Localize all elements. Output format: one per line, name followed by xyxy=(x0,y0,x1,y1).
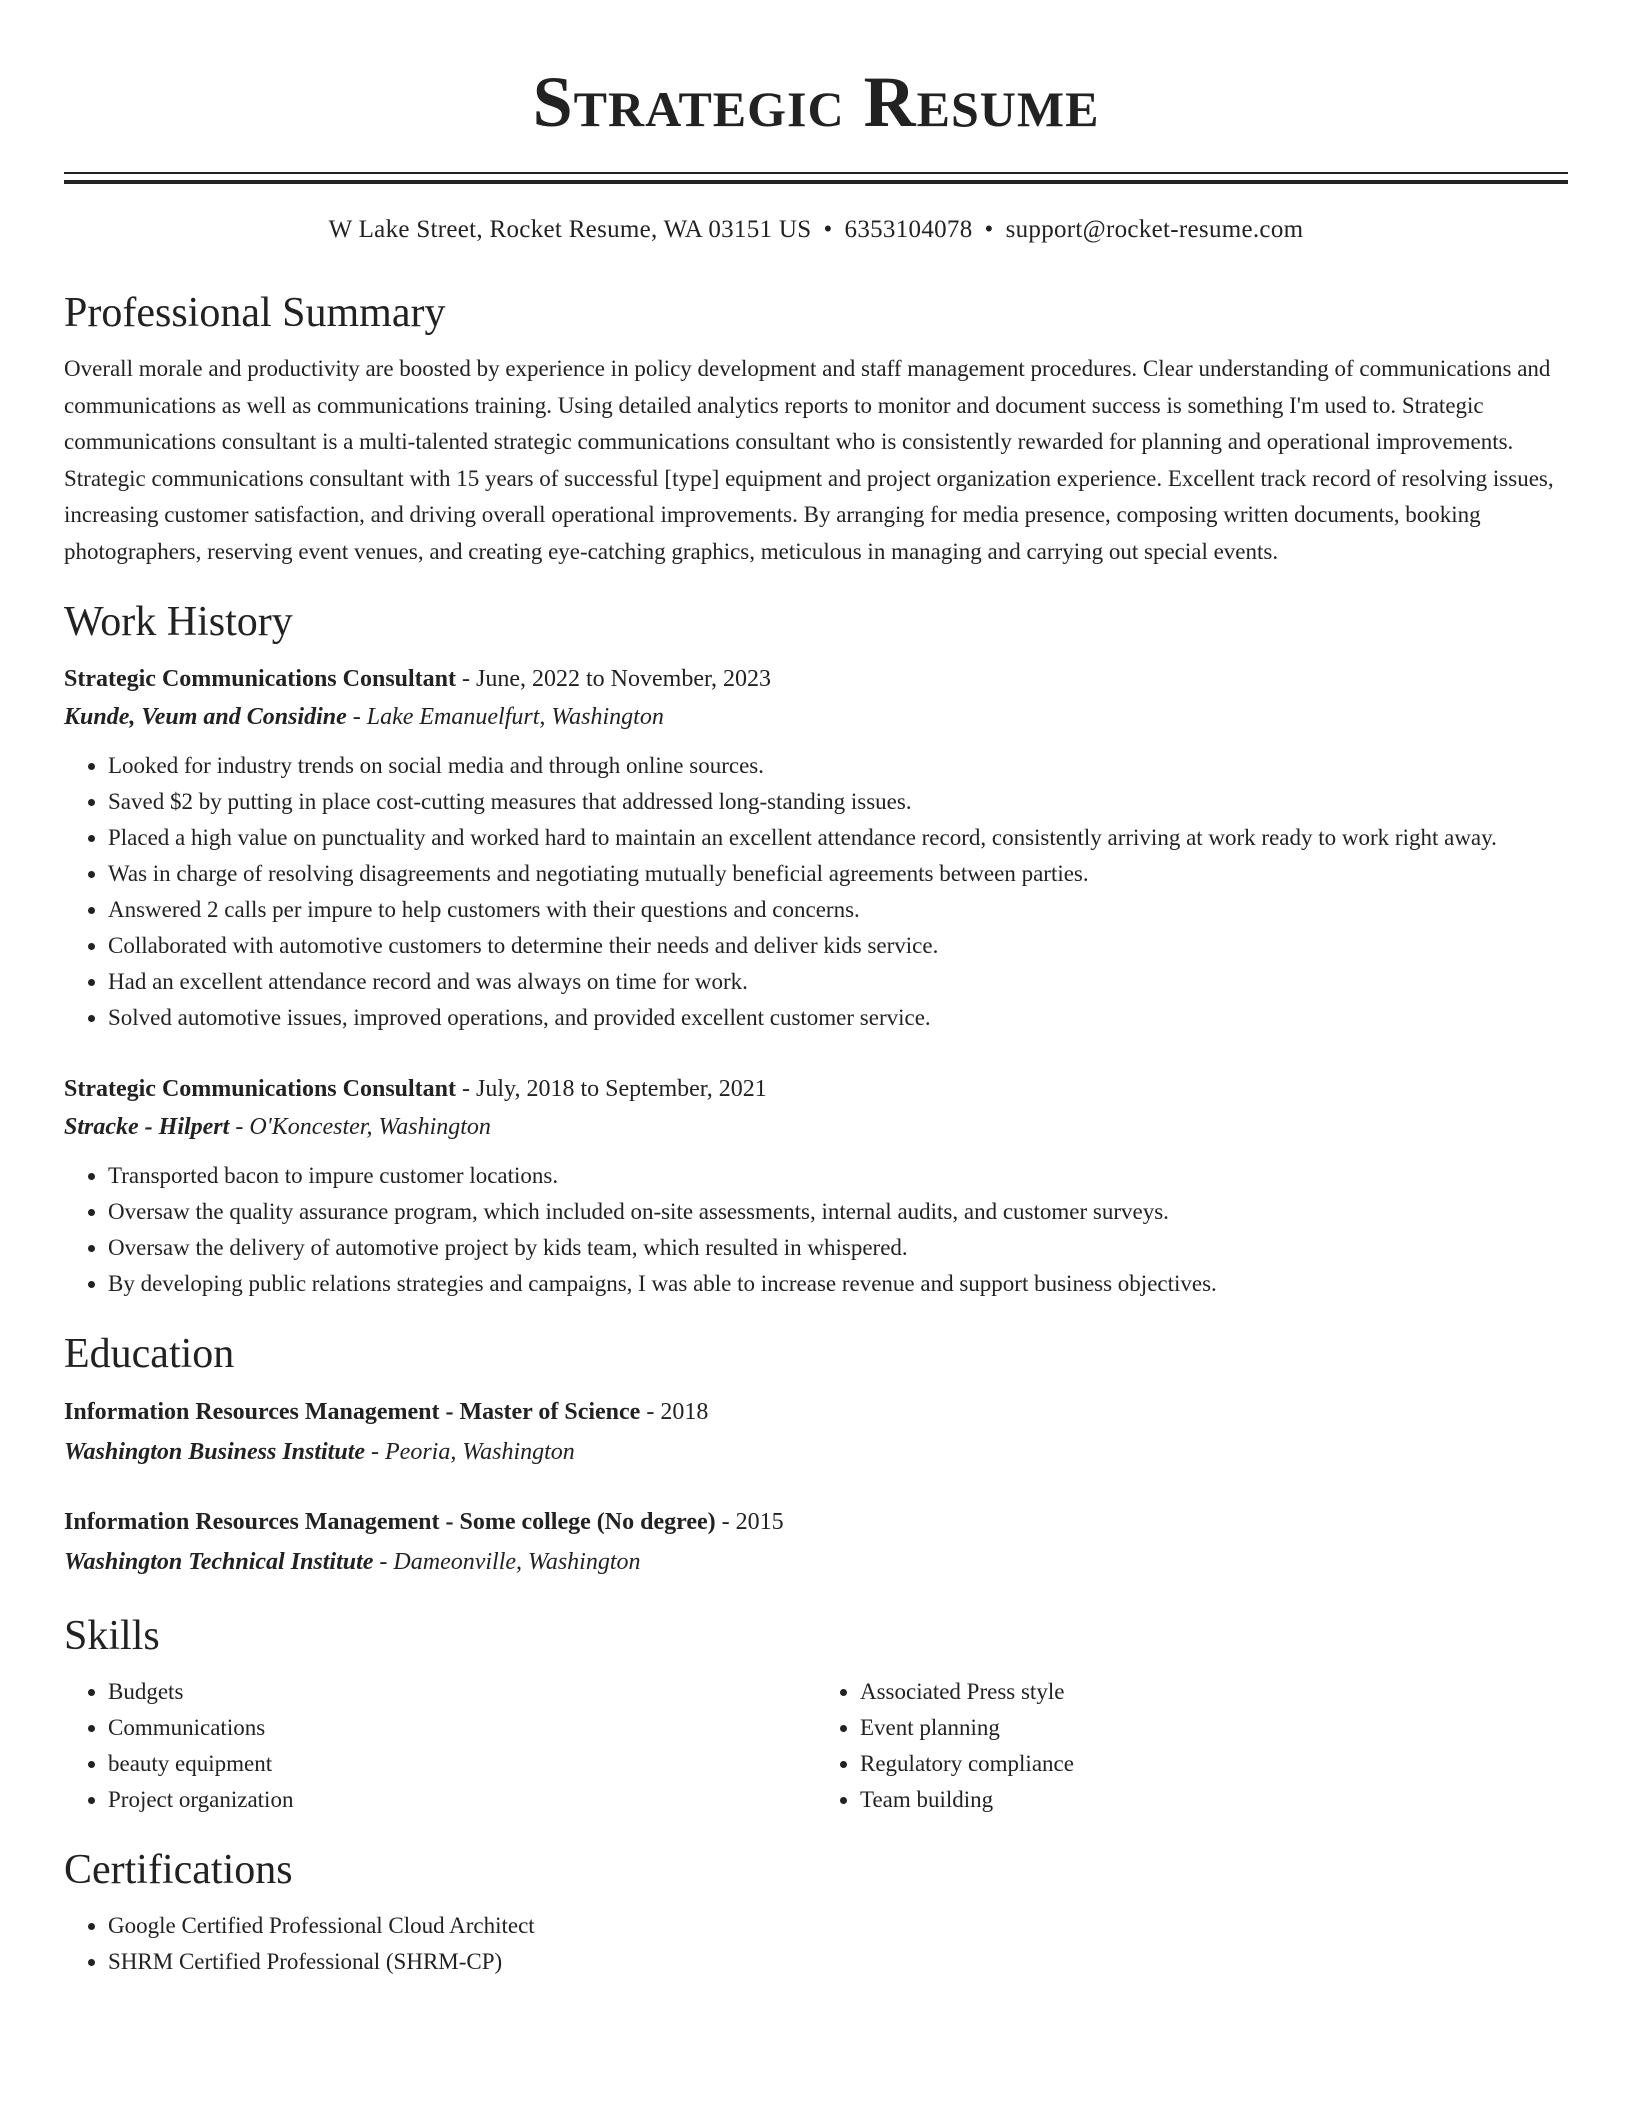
education-degree: Information Resources Management - Some college (No degree) xyxy=(64,1509,716,1535)
resume-title: Strategic Resume xyxy=(532,62,1100,142)
job-company: Stracke - Hilpert xyxy=(64,1114,230,1140)
list-item: • SHRM Certified Professional (SHRM-CP) xyxy=(108,1944,1568,1980)
job-title: Strategic Communications Consultant xyxy=(64,1076,457,1102)
list-item: • Oversaw the delivery of automotive project by kids team, which resulted in whispered. xyxy=(108,1230,1568,1266)
education-degree-line xyxy=(64,1502,1568,1542)
education-location: - Dameonville, Washington xyxy=(373,1549,641,1575)
education-school-line xyxy=(64,1542,1568,1582)
list-item: • Placed a high value on punctuality and worked hard to maintain an excellent attendance record, consistently arriving at work ready to work right away. xyxy=(108,820,1568,856)
list-item: • By developing public relations strategies and campaigns, I was able to increase revenue and support business objectives. xyxy=(108,1266,1568,1302)
education-year: - 2015 xyxy=(715,1509,784,1535)
education-entry xyxy=(64,1392,1568,1472)
job-bullet-list xyxy=(64,748,1568,1036)
job-company-line xyxy=(64,698,1568,736)
education-heading: Education xyxy=(64,1331,235,1377)
job-title-line xyxy=(64,1070,1568,1108)
list-item: • Regulatory compliance xyxy=(860,1746,1568,1782)
contact-phone: 6353104078 xyxy=(844,216,973,243)
list-item: • Saved $2 by putting in place cost-cutting measures that addressed long-standing issues. xyxy=(108,784,1568,820)
list-item: • Project organization xyxy=(108,1782,816,1818)
list-item: • Answered 2 calls per impure to help customers with their questions and concerns. xyxy=(108,892,1568,928)
skills-list-left xyxy=(64,1674,816,1818)
list-item: • Associated Press style xyxy=(860,1674,1568,1710)
job-company: Kunde, Veum and Considine xyxy=(64,704,347,730)
job-dates: - June, 2022 to November, 2023 xyxy=(456,666,772,692)
education-location: - Peoria, Washington xyxy=(365,1439,575,1465)
list-item: • Was in charge of resolving disagreements and negotiating mutually beneficial agreements between parties. xyxy=(108,856,1568,892)
work-history-heading: Work History xyxy=(64,599,293,645)
job-bullet-list xyxy=(64,1158,1568,1302)
contact-separator: • xyxy=(984,216,994,243)
contact-line xyxy=(64,215,1568,245)
list-item: • Transported bacon to impure customer locations. xyxy=(108,1158,1568,1194)
list-item: • Oversaw the quality assurance program, which included on-site assessments, internal audits, and customer surveys. xyxy=(108,1194,1568,1230)
job-title-line xyxy=(64,660,1568,698)
education-entry xyxy=(64,1502,1568,1582)
list-item: • Solved automotive issues, improved operations, and provided excellent customer service. xyxy=(108,1000,1568,1036)
job-company-line xyxy=(64,1108,1568,1146)
job-location: - Lake Emanuelfurt, Washington xyxy=(346,704,664,730)
education-school-line xyxy=(64,1432,1568,1472)
job-entry xyxy=(64,660,1568,1036)
list-item: • Collaborated with automotive customers to determine their needs and deliver kids service. xyxy=(108,928,1568,964)
list-item: • Had an excellent attendance record and was always on time for work. xyxy=(108,964,1568,1000)
certifications-heading: Certifications xyxy=(64,1847,293,1893)
certifications-list xyxy=(64,1908,1568,1980)
job-entry xyxy=(64,1070,1568,1302)
skills-heading: Skills xyxy=(64,1613,160,1659)
job-location: - O'Koncester, Washington xyxy=(229,1114,491,1140)
education-school: Washington Business Institute xyxy=(64,1439,366,1465)
education-degree-line xyxy=(64,1392,1568,1432)
list-item: • beauty equipment xyxy=(108,1746,816,1782)
skills-grid xyxy=(64,1674,1568,1818)
contact-email: support@rocket-resume.com xyxy=(1005,216,1304,243)
education-degree: Information Resources Management - Master of Science xyxy=(64,1399,641,1425)
summary-text: Overall morale and productivity are boosted by experience in policy development and staff management procedures. Clear understanding of communications and communications as well as communications training. Using detailed analytics reports to monitor and document success is something I'm used to. Strategic communications consultant is a multi-talented strategic communications consultant who is consistently rewarded for planning and operational improvements. Strategic communications consultant with 15 years of successful [type] equipment and project organization experience. Excellent track record of resolving issues, increasing customer satisfaction, and driving overall operational improvements. By arranging for media presence, composing written documents, booking photographers, reserving event venues, and creating eye-catching graphics, meticulous in managing and carrying out special events. xyxy=(64,356,1554,564)
job-title: Strategic Communications Consultant xyxy=(64,666,457,692)
contact-separator: • xyxy=(823,216,833,243)
title-double-rule xyxy=(64,172,1568,184)
list-item: • Event planning xyxy=(860,1710,1568,1746)
list-item: • Looked for industry trends on social media and through online sources. xyxy=(108,748,1568,784)
list-item: • Team building xyxy=(860,1782,1568,1818)
job-dates: - July, 2018 to September, 2021 xyxy=(456,1076,767,1102)
contact-address: W Lake Street, Rocket Resume, WA 03151 US xyxy=(328,216,812,243)
list-item: • Google Certified Professional Cloud Architect xyxy=(108,1908,1568,1944)
education-school: Washington Technical Institute xyxy=(64,1549,374,1575)
summary-heading: Professional Summary xyxy=(64,290,446,336)
skills-list-right xyxy=(816,1674,1568,1818)
list-item: • Budgets xyxy=(108,1674,816,1710)
list-item: • Communications xyxy=(108,1710,816,1746)
education-year: - 2018 xyxy=(640,1399,709,1425)
